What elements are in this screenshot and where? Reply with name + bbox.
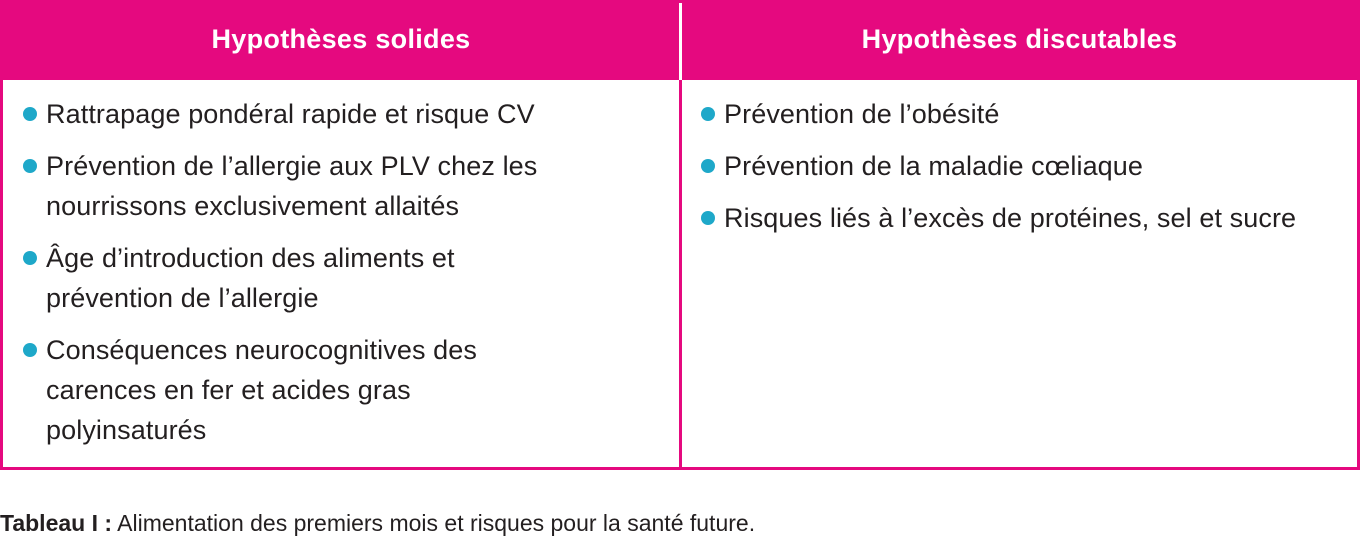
table-caption [0, 508, 755, 538]
debatable-hypotheses-list [699, 94, 1339, 238]
list-item [699, 146, 1314, 186]
list-item [21, 330, 536, 450]
solid-hypotheses-cell [3, 80, 682, 467]
list-item-text: Prévention de l’allergie aux PLV chez les nourrissons exclusivement allaités [46, 151, 538, 221]
bullet-icon [23, 343, 37, 357]
bullet-icon [701, 159, 715, 173]
list-item [699, 94, 1314, 134]
list-item [21, 238, 561, 318]
list-item-text: Prévention de l’obésité [724, 99, 1000, 129]
list-item-text: Conséquences neurocognitives des carences en fer et acides gras polyinsaturés [46, 335, 477, 445]
bullet-icon [23, 159, 37, 173]
list-item [21, 94, 636, 134]
bullet-icon [701, 107, 715, 121]
list-item [21, 146, 636, 226]
list-item-text: Prévention de la maladie cœliaque [724, 151, 1144, 181]
list-item [699, 198, 1324, 238]
bullet-icon [701, 211, 715, 225]
header-solid-hypotheses: Hypothèses solides [3, 3, 682, 80]
caption-label: Tableau I : [0, 510, 113, 536]
bullet-icon [23, 251, 37, 265]
debatable-hypotheses-cell [682, 80, 1357, 467]
list-item-text: Âge d’introduction des aliments et prévention de l’allergie [46, 243, 455, 313]
list-item-text: Rattrapage pondéral rapide et risque CV [46, 99, 535, 129]
bullet-icon [23, 107, 37, 121]
list-item-text: Risques liés à l’excès de protéines, sel et sucre [724, 203, 1297, 233]
solid-hypotheses-list [21, 94, 661, 450]
header-debatable-hypotheses: Hypothèses discutables [682, 3, 1357, 80]
caption-text: Alimentation des premiers mois et risques pour la santé future. [112, 510, 756, 536]
